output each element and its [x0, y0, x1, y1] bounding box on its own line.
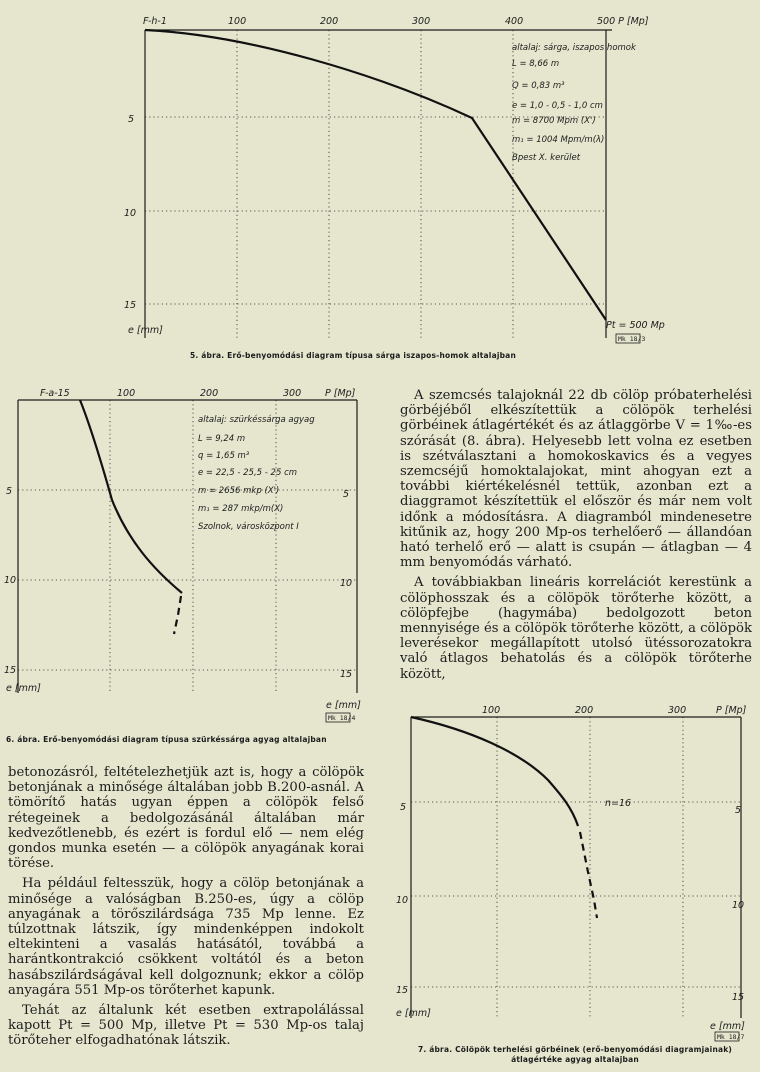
fig7-x-tick-300: 300 [668, 705, 687, 716]
fig5-y-tick-5: 5 [128, 114, 135, 125]
fig7-caption-line2: átlagértéke agyag altalajban [511, 1055, 639, 1064]
fig7-caption-line1: 7. ábra. Cölöpök terhelési görbéinek (erő-benyomódási diagramjainak) [417, 1045, 733, 1054]
fig7-series-line [411, 717, 578, 826]
fig6-info-m1: m₁ = 287 mkp/m(X) [198, 504, 284, 514]
fig5-x-tick-200: 200 [320, 16, 339, 27]
fig6-caption: 6. ábra. Erő-benyomódási diagram típusa szürkéssárga agyag altalajban [6, 735, 327, 744]
fig6-y-tick-right-15: 15 [340, 669, 353, 680]
fig6-x-axis-label: P [Mp] [325, 388, 356, 399]
fig7-y-tick-15: 15 [396, 985, 409, 996]
fig5-stamp: Mk 18/3 [618, 335, 646, 343]
fig6-y-tick-5: 5 [6, 486, 13, 497]
text-column-left [8, 765, 364, 1049]
fig6-info-m: m = 2656 mkp (X') [198, 486, 280, 496]
fig6-y-axis-label-right: e [mm] [326, 700, 361, 711]
fig6-y-tick-10: 10 [4, 575, 17, 586]
fig6-x-tick-100: 100 [117, 388, 136, 399]
fig6-x-tick-300: 300 [283, 388, 302, 399]
text-column-right [400, 388, 752, 682]
left-paragraph-2: Ha például feltesszük, hogy a cölöp betonjának a minősége a valóságban B.250-es, úgy a cölöp anyagának a törőszilárdsága 735 Mp lenne. Ez túlzottnak látszik, így mindenképpen indokolt eltekinteni a vasalás hatásától, továbbá a harántkontrakció csökkent voltától és a beton hasábszilárdságával kell dolgoznunk; ekkor a cölöp anyagára 551 Mp-os törőterhet kapunk. [8, 876, 364, 998]
fig6-y-tick-right-5: 5 [343, 489, 350, 500]
fig5-x-tick-400: 400 [505, 16, 524, 27]
fig7-y-tick-right-10: 10 [732, 900, 745, 911]
fig5-info-m: m = 8700 Mpm (X') [512, 116, 596, 126]
fig5-info-location: Bpest X. kerület [512, 153, 581, 163]
fig5-x-axis-label: 500 P [Mp] [597, 16, 649, 27]
fig5-y-tick-15: 15 [124, 300, 137, 311]
fig7-x-tick-100: 100 [482, 705, 501, 716]
fig6-info-soil: altalaj: szürkéssárga agyag [198, 415, 315, 425]
right-paragraph-1: A szemcsés talajoknál 22 db cölöp próbaterhelési görbéjéből elkészítettük a cölöpök terhelési görbéinek átlagértékét és az átlaggörbe V = 1‰-es szórását (8. ábra). Helyesebb lett volna ez esetben is szétválasztani a homokoskavics és a vegyes szemcséjű homoktalajokat, mint ahogyan ezt a további kiértékelésnél tettük, azonban ezt a diaggramot készítettük el először és már nem volt időnk a módosításra. A diagramból mindenesetre kitűnik az, hogy 200 Mp-os terhelőerő — állandóan ható terhelő erő — alatt is csupán — átlagban — 4 mm benyomódás várható. [400, 388, 752, 571]
fig6-y-axis-label: e [mm] [6, 683, 41, 694]
fig5-info-e: e = 1,0 - 0,5 - 1,0 cm [512, 101, 603, 111]
fig6-info-e: e = 22,5 - 25,5 - 25 cm [198, 468, 298, 478]
fig7-series-dashed [580, 832, 597, 918]
fig5-x-tick-100: 100 [228, 16, 247, 27]
fig5-y-axis-label: e [mm] [128, 325, 163, 336]
fig7-y-tick-5: 5 [400, 802, 407, 813]
fig6-y-tick-15: 15 [4, 665, 17, 676]
fig6-info-location: Szolnok, városközpont I [198, 522, 299, 532]
fig7-y-axis-label: e [mm] [396, 1008, 431, 1019]
fig7-x-tick-200: 200 [575, 705, 594, 716]
left-paragraph-1: betonozásról, feltételezhetjük azt is, hogy a cölöpök betonjának a minősége általában jobb B.200-asnál. A tömörítő hatás ugyan éppen a cölöpök felső rétegeinek a bedolgozásánál általában már kedvezőtlenebb, és ezért is fordul elő — nem elég gondos munka esetén — a cölöpök anyagának korai törése. [8, 765, 364, 872]
fig5-info-soil: altalaj: sárga, iszapos homok [512, 43, 636, 53]
fig7-stamp: Mk 18/7 [717, 1033, 745, 1041]
fig7-n-label: n=16 [605, 798, 632, 809]
fig6-corner-label: F-a-15 [40, 388, 70, 399]
fig5-caption: 5. ábra. Erő-benyomódási diagram típusa sárga iszapos-homok altalajban [190, 351, 516, 360]
fig6-y-tick-right-10: 10 [340, 578, 353, 589]
fig5-x-tick-300: 300 [412, 16, 431, 27]
fig5-corner-label: F-h-1 [143, 16, 167, 27]
fig5-info-volume: Q = 0,83 m³ [512, 81, 565, 91]
fig6-info-volume: q = 1,65 m³ [198, 451, 250, 461]
fig7-y-tick-10: 10 [396, 895, 409, 906]
fig6-info-length: L = 9,24 m [198, 434, 246, 444]
fig7-caption [399, 1045, 751, 1065]
fig7-y-axis-label-right: e [mm] [710, 1021, 745, 1032]
fig6-stamp: Mk 18/4 [328, 714, 356, 722]
fig6-x-tick-200: 200 [200, 388, 219, 399]
right-paragraph-2: A továbbiakban lineáris korrelációt kerestünk a cölöphosszak és a cölöpök törőterhe között, a cölöpfejbe (hagymába) bedolgozott beton mennyisége és a cölöpök törőterhe között, a cölöpök leverésekor megállapított utolsó ütéssorozatokra való átlagos behatolás és a cölöpök törőterhe között, [400, 575, 752, 682]
left-paragraph-3: Tehát az általunk két esetben extrapolálással kapott Pt = 500 Mp, illetve Pt = 530 Mp-os talaj törőteher elfogadhatónak látszik. [8, 1003, 364, 1049]
fig7-y-tick-right-15: 15 [732, 992, 745, 1003]
fig5-y-tick-10: 10 [124, 208, 137, 219]
fig5-end-label: Pt = 500 Mp [606, 320, 665, 331]
fig5-info-m1: m₁ = 1004 Mpm/m(λ) [512, 135, 605, 145]
fig5-info-length: L = 8,66 m [512, 59, 560, 69]
fig7-y-tick-right-5: 5 [735, 805, 742, 816]
fig7-x-axis-label: P [Mp] [716, 705, 747, 716]
